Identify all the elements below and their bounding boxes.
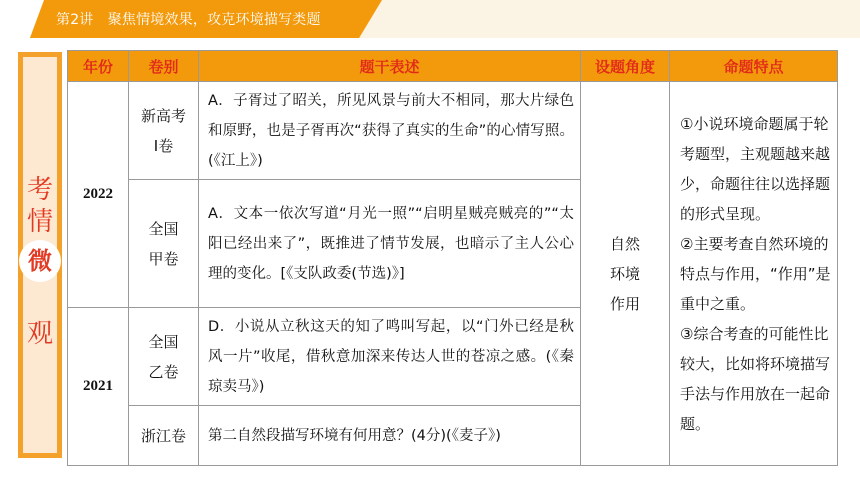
side-badge-circle [19, 240, 61, 282]
paper-label: 全国 乙卷 [148, 332, 179, 381]
top-banner [0, 0, 860, 38]
features-cell [670, 82, 838, 466]
paper-label: 新高考 Ⅰ卷 [140, 106, 186, 155]
side-label-inner [23, 57, 57, 453]
side-label-panel [18, 52, 62, 458]
side-char-1: 考 [26, 175, 53, 205]
stem-cell: 第二自然段描写环境有何用意？(4分)(《麦子》) [199, 406, 581, 466]
stem-cell: A．文本一依次写道“月光一照”“启明星贼亮贼亮的”“太阳已经出来了”，既推进了情节发展，也暗示了主人公心理的变化。[《支队政委(节选)》] [199, 180, 581, 308]
feature-3: ③综合考查的可能性比较大，比如将环境描写手法与作用放在一起命题。 [680, 324, 831, 433]
paper-cell [129, 180, 199, 308]
paper-cell [129, 308, 199, 406]
stem-cell: D．小说从立秋这天的知了鸣叫写起，以“门外已经是秋风一片”收尾，借秋意加深来传达人世的苍凉之感。(《秦琼卖马》) [199, 308, 581, 406]
header-stem: 题干表述 [199, 51, 581, 82]
paper-label: 全国 甲卷 [148, 219, 179, 268]
exam-analysis-table [67, 50, 838, 466]
side-char-3: 微 [28, 246, 52, 275]
angle-cell [581, 82, 670, 466]
header-year: 年份 [68, 51, 129, 82]
year-cell-2021: 2021 [68, 308, 129, 466]
stem-cell: A．子胥过了昭关，所见风景与前大不相同，那大片绿色和原野，也是子胥再次“获得了真实的生命”的心情写照。(《江上》) [199, 82, 581, 180]
table-row [68, 82, 838, 180]
lesson-title: 第2讲 聚焦情境效果，攻克环境描写类题 [56, 12, 321, 28]
year-cell-2022: 2022 [68, 82, 129, 308]
header-paper: 卷别 [129, 51, 199, 82]
paper-cell [129, 406, 199, 466]
angle-label: 自然 环境 作用 [609, 234, 640, 313]
table-header-row [68, 51, 838, 82]
feature-2: ②主要考查自然环境的特点与作用，“作用”是重中之重。 [680, 234, 831, 313]
paper-label: 浙江卷 [140, 426, 186, 445]
side-char-4: 观 [26, 319, 53, 349]
header-angle: 设题角度 [581, 51, 670, 82]
side-char-2: 情 [26, 207, 53, 237]
header-features: 命题特点 [670, 51, 838, 82]
paper-cell [129, 82, 199, 180]
feature-1: ①小说环境命题属于轮考题型，主观题越来越少，命题往往以选择题的形式呈现。 [680, 114, 831, 223]
